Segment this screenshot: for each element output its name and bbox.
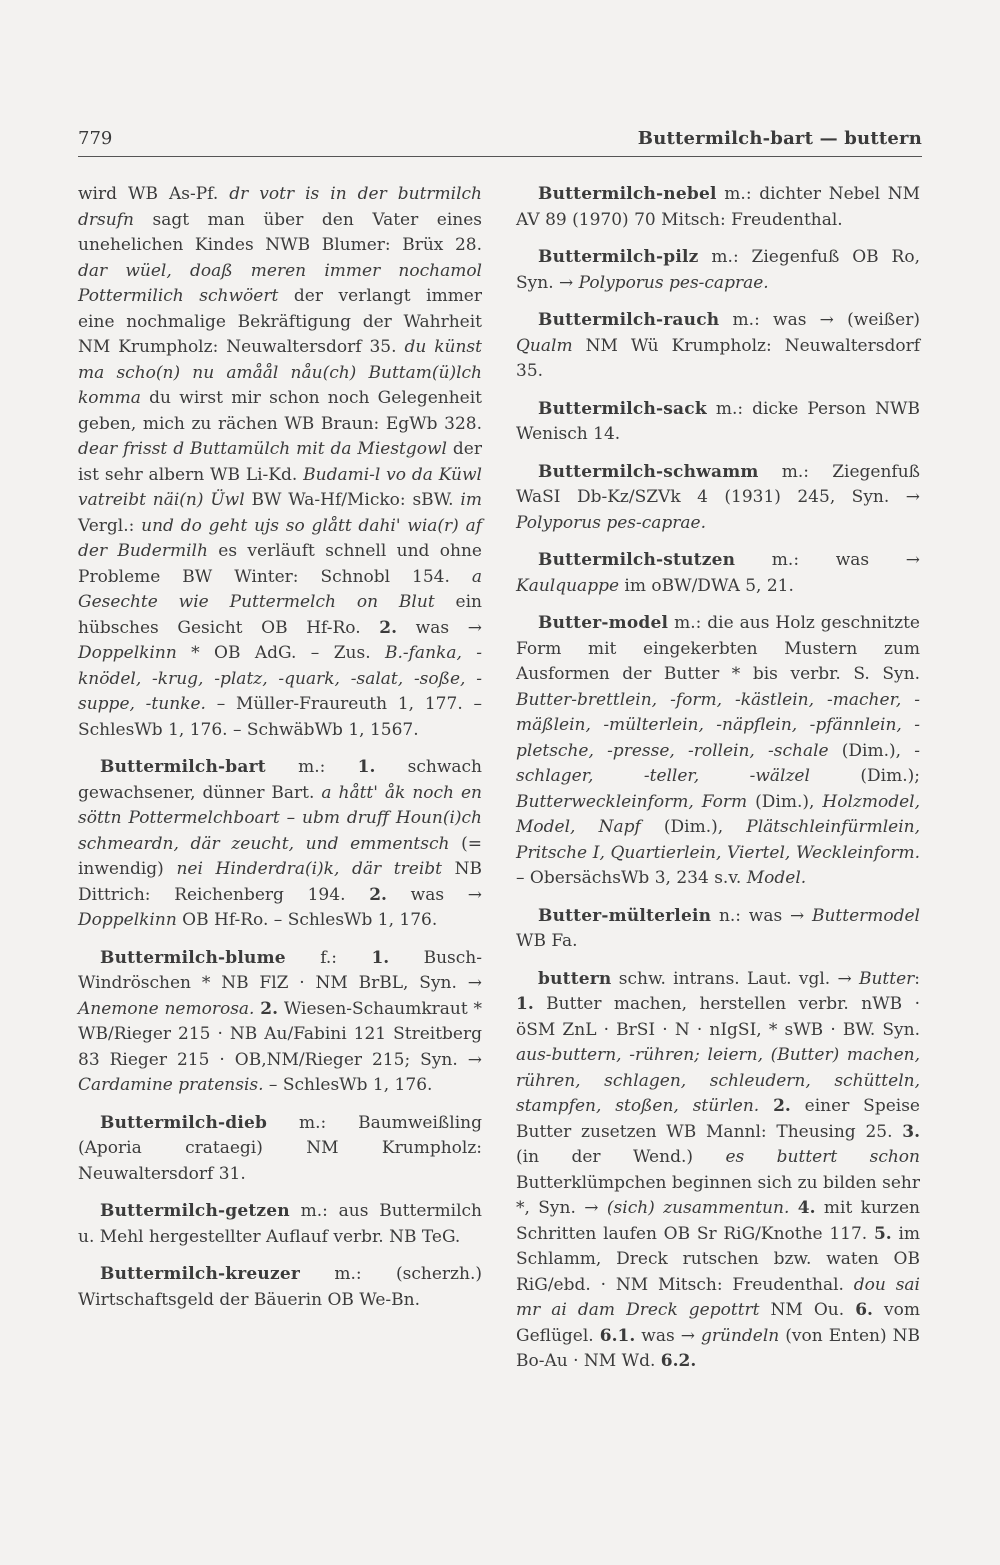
italic-text: es buttert schon <box>725 1147 920 1167</box>
entry-text: OB Hf-Ro. – SchlesWb 1, 176. <box>176 910 438 930</box>
sense-number: 6.2. <box>660 1351 697 1371</box>
entry-text: Butterklümpchen beginnen sich zu bilden sehr *, Syn. → <box>516 1172 920 1218</box>
italic-text: dar wüel, doaß meren immer nochamol Pottermilich schwöert <box>78 260 482 306</box>
italic-text: Budami-l vo da Küwl vatreibt näi(n) Üwl <box>78 464 482 510</box>
italic-text: Butterweckleinform, Form <box>516 791 748 812</box>
continuation-paragraph <box>78 182 482 743</box>
dictionary-entry <box>78 1111 482 1188</box>
sense-number: 2. <box>369 884 387 905</box>
headword: Buttermilch-getzen <box>100 1201 290 1221</box>
headword: Buttermilch-dieb <box>100 1112 268 1133</box>
dictionary-entry <box>516 182 920 233</box>
entry-text: was → <box>635 1325 702 1346</box>
dictionary-entry <box>78 755 482 934</box>
dictionary-entry <box>516 967 920 1375</box>
entry-text: m.: die aus Holz geschnitzte Form mit eingekerbten Mustern zum Ausformen der Butter * bis verbr. S. Syn. <box>516 613 920 684</box>
entry-text: wird WB As-Pf. <box>78 184 230 204</box>
italic-text: a hått' åk noch en söttn Pottermelchboart – ubm druff Houn(i)ch schmeardn, där zeucht, und emmentsch <box>78 782 482 854</box>
dictionary-entry <box>516 245 920 296</box>
entry-text: du wirst mir schon noch Gelegenheit geben, mich zu rächen WB Braun: EgWb 328. <box>78 388 482 434</box>
entry-text: m.: Baumweißling (Aporia crataegi) NM Krumpholz: Neuwaltersdorf 31. <box>78 1112 482 1184</box>
entry-text: m.: Ziegenfuß WaSI Db-Kz/SZVk 4 (1931) 245, Syn. → <box>516 461 920 507</box>
headword: Buttermilch-sack <box>538 398 707 419</box>
entry-text: n.: was → <box>711 905 812 926</box>
italic-text: Butter-brettlein, -form, -kästlein, -macher, -mäßlein, -mülterlein, -näpflein, -pfännlein, -pletsche, -presse, -rollein, -schale <box>516 689 920 761</box>
headword: Buttermilch-stutzen <box>538 550 736 570</box>
entry-text: m.: dichter Nebel NM AV 89 (1970) 70 Mitsch: Freudenthal. <box>516 184 920 230</box>
entry-text: Butter machen, herstellen verbr. nWB · öSM ZnL · BrSI · N · nIgSI, * sWB · BW. Syn. <box>516 994 920 1040</box>
left-column <box>78 182 482 1325</box>
italic-text: Holzmodel, Model, Napf <box>516 791 920 837</box>
dictionary-entry <box>516 904 920 955</box>
headword: Buttermilch-schwamm <box>538 461 759 482</box>
entry-text: m.: dicke Person NWB Wenisch 14. <box>516 398 920 444</box>
dictionary-entry <box>78 946 482 1099</box>
entry-text: – SchlesWb 1, 176. <box>263 1075 433 1095</box>
dictionary-entry <box>516 548 920 599</box>
entry-text: Wiesen-Schaumkraut * WB/Rieger 215 · NB Au/Fabini 121 Streitberg 83 Rieger 215 · OB,NM/Rieger 215; Syn. → <box>78 998 483 1070</box>
italic-text: (sich) zusammentun. <box>606 1198 790 1218</box>
sense-number: 6.1. <box>599 1325 636 1346</box>
entry-text: NB Dittrich: Reichenberg 194. <box>78 859 482 905</box>
entry-text: Busch-Windröschen * NB FlZ · NM BrBL, Syn. → <box>78 947 482 993</box>
italic-text: Polyporus pes-caprae. <box>578 272 769 293</box>
entry-text: schw. intrans. Laut. vgl. → <box>611 968 859 989</box>
sense-number: 1. <box>357 757 376 777</box>
headword: Butter-model <box>538 613 669 633</box>
entry-text: vom Geflügel. <box>516 1300 920 1346</box>
page-number: 779 <box>78 128 113 149</box>
entry-text <box>789 1198 797 1218</box>
entry-text <box>759 1096 773 1116</box>
entry-text: (Dim.), <box>640 817 747 837</box>
sense-number: 2. <box>773 1096 791 1116</box>
italic-text: Butter <box>858 968 915 989</box>
entry-text: (Dim.); <box>809 766 920 786</box>
entry-text: es verläuft schnell und ohne Probleme BW Winter: Schnobl 154. <box>78 541 482 587</box>
entry-text: sagt man über den Vater eines unehelichen Kindes NWB Blumer: Brüx 28. <box>78 209 482 255</box>
sense-number: 2. <box>260 998 279 1019</box>
entry-text: Vergl.: <box>78 515 142 536</box>
italic-text: du künst ma scho(n) nu amåål nåu(ch) Buttam(ü)lch komma <box>78 337 482 408</box>
headword: Butter-mülterlein <box>538 905 712 926</box>
entry-text: (in der Wend.) <box>516 1147 726 1167</box>
italic-text: -schlager, -teller, -wälzel <box>516 740 920 786</box>
dictionary-entry <box>516 611 920 892</box>
italic-text: Model. <box>746 868 807 888</box>
italic-text: Doppelkinn <box>78 643 177 663</box>
italic-text: Doppelkinn <box>78 910 177 930</box>
entry-text: m.: (scherzh.) Wirtschaftsgeld der Bäuerin OB We-Bn. <box>78 1264 482 1310</box>
entry-text: – ObersächsWb 3, 234 s.v. <box>516 868 747 888</box>
entry-text: mit kurzen Schritten laufen OB Sr RiG/Knothe 117. <box>516 1198 921 1244</box>
entry-text: schwach gewachsener, dünner Bart. <box>78 757 482 803</box>
entry-text: der ist sehr albern WB Li-Kd. <box>78 439 482 485</box>
italic-text: Anemone nemorosa. <box>78 998 255 1019</box>
sense-number: 6. <box>855 1300 873 1320</box>
entry-text: : <box>914 968 920 989</box>
italic-text: dear frisst d Buttamülch mit da Miestgowl <box>78 439 447 459</box>
italic-text: Buttermodel <box>811 905 920 926</box>
entry-text: m.: was → <box>735 550 920 570</box>
entry-text: f.: <box>285 947 372 968</box>
italic-text: B.-fanka, -knödel, -krug, -platz, -quark, -salat, -soße, -suppe, -tunke. <box>78 643 482 714</box>
italic-text: Qualm <box>516 335 573 356</box>
dictionary-entry <box>516 308 920 385</box>
entry-text: was → <box>386 884 482 905</box>
entry-text: (Dim.), <box>747 791 823 812</box>
headword: buttern <box>538 968 612 989</box>
headword: Buttermilch-pilz <box>538 247 699 267</box>
sense-number: 5. <box>873 1223 892 1244</box>
page-header <box>78 126 922 157</box>
sense-number: 4. <box>797 1198 816 1218</box>
dictionary-entry <box>516 397 920 448</box>
entry-text: (= inwendig) <box>78 833 483 879</box>
headword: Buttermilch-rauch <box>538 310 720 330</box>
entry-text: der verlangt immer eine nochmalige Bekräftigung der Wahrheit NM Krumpholz: Neuwaltersdorf 35. <box>78 286 482 357</box>
italic-text: Kaulquappe <box>516 575 620 596</box>
italic-text: dr votr is in der butrmilch drsufn <box>78 184 482 230</box>
sense-number: 2. <box>379 617 398 638</box>
italic-text: im <box>460 490 482 510</box>
headword: Buttermilch-kreuzer <box>100 1264 301 1284</box>
entry-text: m.: <box>265 757 358 777</box>
entry-text: m.: Ziegenfuß OB Ro, Syn. → <box>516 247 920 293</box>
italic-text: dou sai mr ai dam Dreck gepottrt <box>516 1274 920 1320</box>
entry-text: (Dim.), <box>828 740 915 761</box>
italic-text: und do geht ujs so glått dahi' wia(r) af der Budermilh <box>78 515 483 561</box>
entry-text: ein hübsches Gesicht OB Hf-Ro. <box>78 592 483 638</box>
italic-text: gründeln <box>701 1325 780 1346</box>
right-column <box>516 182 920 1387</box>
sense-number: 3. <box>902 1121 920 1142</box>
italic-text: Plätschleinfürmlein, Pritsche I, Quartierlein, Viertel, Weckleinform. <box>516 817 920 863</box>
headword: Buttermilch-blume <box>100 947 286 968</box>
sense-number: 1. <box>371 947 390 968</box>
italic-text: a Gesechte wie Puttermelch on Blut <box>78 566 482 612</box>
entry-text: NM Wü Krumpholz: Neuwaltersdorf 35. <box>516 335 920 381</box>
italic-text: Cardamine pratensis. <box>78 1075 264 1095</box>
entry-text: NM Ou. <box>759 1300 856 1320</box>
dictionary-entry <box>78 1199 482 1250</box>
entry-text: im oBW/DWA 5, 21. <box>619 575 794 596</box>
entry-text: einer Speise Butter zusetzen WB Mannl: Theusing 25. <box>516 1096 920 1142</box>
italic-text: nei Hinderdra(i)k, där treibt <box>176 859 442 879</box>
sense-number: 1. <box>516 994 534 1014</box>
entry-text: was → <box>397 617 482 638</box>
entry-text: m.: was → (weißer) <box>719 310 920 330</box>
entry-text: (von Enten) NB Bo-Au · NM Wd. <box>516 1325 920 1371</box>
headword: Buttermilch-nebel <box>538 184 717 204</box>
entry-text: – Müller-Fraureuth 1, 177. – SchlesWb 1, 176. – SchwäbWb 1, 1567. <box>78 694 482 740</box>
entry-text: im Schlamm, Dreck rutschen bzw. waten OB RiG/ebd. · NM Mitsch: Freudenthal. <box>516 1223 921 1295</box>
italic-text: aus-buttern, -rühren; leiern, (Butter) machen, rühren, schlagen, schleudern, schütteln, stampfen, stoßen, stürlen. <box>516 1045 920 1116</box>
running-head: Buttermilch-bart — buttern <box>637 128 922 149</box>
dictionary-entry <box>78 1262 482 1313</box>
italic-text: Polyporus pes-caprae. <box>516 512 707 533</box>
entry-text: WB Fa. <box>516 931 578 951</box>
entry-text: m.: aus Buttermilch u. Mehl hergestellter Auflauf verbr. NB TeG. <box>78 1201 482 1247</box>
entry-text: * OB AdG. – Zus. <box>176 643 385 663</box>
dictionary-entry <box>516 460 920 537</box>
headword: Buttermilch-bart <box>100 757 266 777</box>
entry-text: BW Wa-Hf/Micko: sBW. <box>244 490 461 510</box>
